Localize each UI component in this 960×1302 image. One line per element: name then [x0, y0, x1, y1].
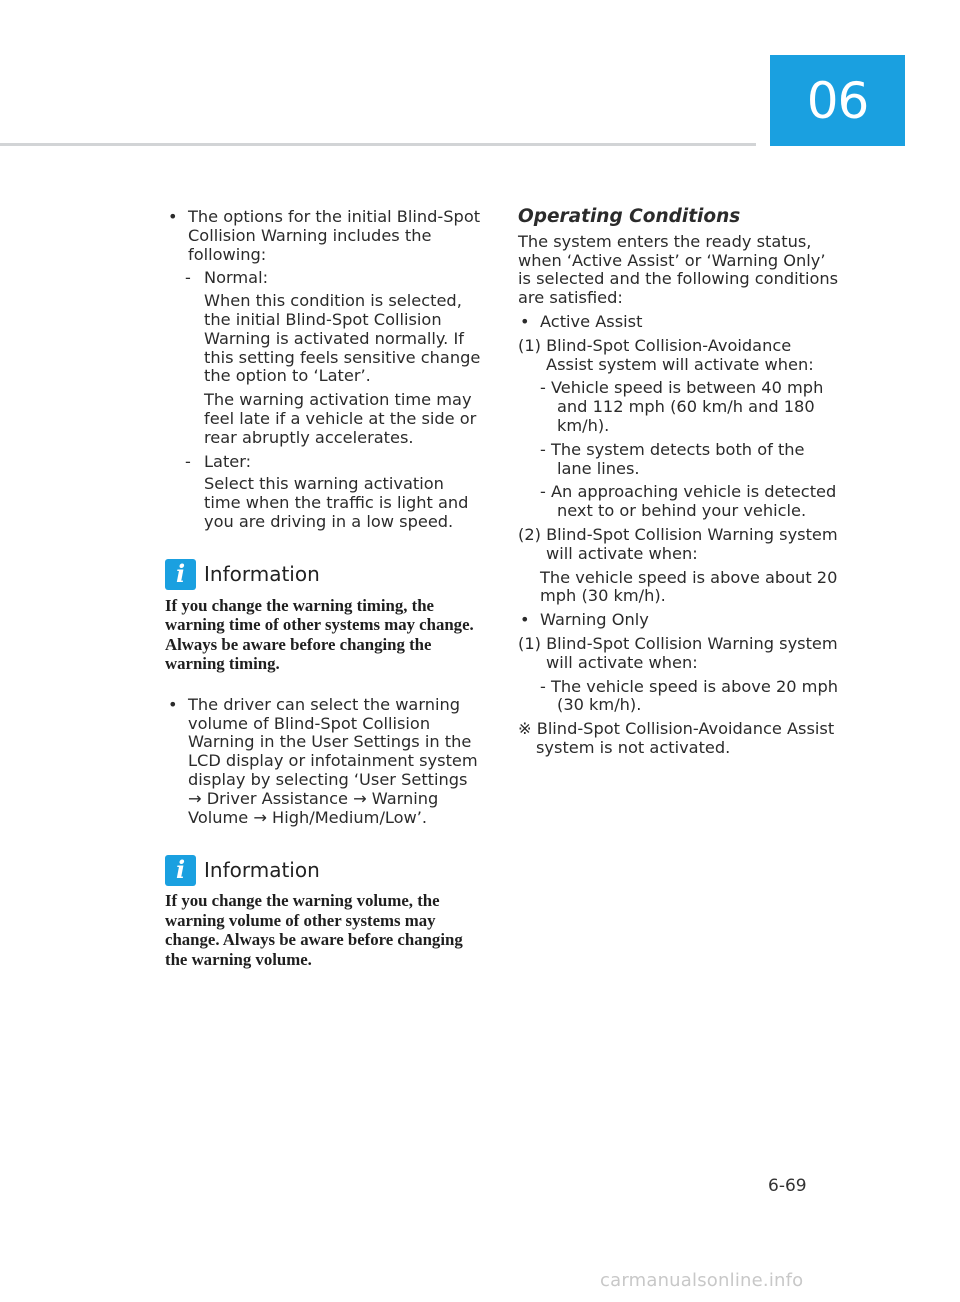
information-text: If you change the warning volume, the warning volume of other systems may change. Always be aware before changing the warning volume. — [165, 891, 463, 969]
dash-normal — [165, 269, 485, 288]
dash-mark: - — [185, 268, 191, 288]
bullet-options-text: The options for the initial Blind-Spot Collision Warning includes the following: — [188, 207, 481, 264]
right-column — [518, 208, 843, 758]
dash-mark: - — [185, 451, 191, 471]
bullet-dot: • — [520, 610, 530, 630]
bullet-dot: • — [520, 311, 530, 331]
bullet-warning-only — [518, 611, 843, 630]
normal-paragraph-1: When this condition is selected, the initial Blind-Spot Collision Warning is activated normally. If this setting feels sensitive change the option to ‘Later’. — [204, 291, 481, 386]
normal-label: Normal: — [204, 268, 269, 288]
information-title: Information — [204, 857, 320, 882]
active-assist-label: Active Assist — [540, 311, 643, 331]
header-rule — [0, 143, 756, 146]
information-box-timing — [165, 558, 485, 674]
page-number: 6-69 — [768, 1176, 807, 1196]
warning-only-label: Warning Only — [540, 610, 649, 630]
later-paragraph: Select this warning activation time when the traffic is light and you are driving in a low speed. — [204, 474, 469, 531]
intro-paragraph: The system enters the ready status, when ‘Active Assist’ or ‘Warning Only’ is selected and the following conditions are satisfied: — [518, 231, 839, 308]
condition-item: - An approaching vehicle is detected next to or behind your vehicle. — [540, 482, 837, 521]
information-title: Information — [204, 562, 320, 587]
condition-item: - The system detects both of the lane lines. — [540, 439, 805, 478]
bullet-volume-text: The driver can select the warning volume of Blind-Spot Collision Warning in the User Settings in the LCD display or infotainment system display by selecting ‘User Settings → Driver Assistance → Warning Volume → High/Medium/Low’. — [188, 694, 478, 827]
numbered-item: (1) Blind-Spot Collision Warning system will activate when: — [518, 633, 838, 672]
reference-note: ※ Blind-Spot Collision-Avoidance Assist system is not activated. — [518, 719, 835, 757]
information-header — [165, 853, 485, 887]
information-box-volume — [165, 853, 485, 969]
chapter-tab: 06 — [770, 55, 905, 146]
bullet-options — [165, 208, 485, 264]
numbered-item: (2) Blind-Spot Collision Warning system will activate when: — [518, 524, 838, 563]
condition-item: - The vehicle speed is above 20 mph (30 km/h). — [540, 676, 838, 715]
later-label: Later: — [204, 451, 252, 471]
left-column — [165, 208, 485, 969]
info-icon: i — [165, 559, 196, 590]
bullet-volume — [165, 696, 485, 828]
info-icon: i — [165, 855, 196, 886]
bullet-active-assist — [518, 313, 843, 332]
normal-paragraph-2: The warning activation time may feel late if a vehicle at the side or rear abruptly accelerates. — [204, 390, 477, 447]
condition-item: - Vehicle speed is between 40 mph and 112 mph (60 km/h and 180 km/h). — [540, 378, 824, 435]
bullet-dot: • — [168, 694, 178, 714]
information-text: If you change the warning timing, the warning time of other systems may change. Always be aware before changing the warning timing. — [165, 595, 474, 674]
condition-note: The vehicle speed is above about 20 mph (30 km/h). — [540, 567, 838, 606]
watermark: carmanualsonline.info — [600, 1270, 804, 1291]
dash-later — [165, 453, 485, 472]
section-title: Operating Conditions — [518, 206, 741, 227]
numbered-item: (1) Blind-Spot Collision-Avoidance Assist system will activate when: — [518, 335, 814, 374]
bullet-dot: • — [168, 207, 178, 226]
information-header — [165, 558, 485, 592]
